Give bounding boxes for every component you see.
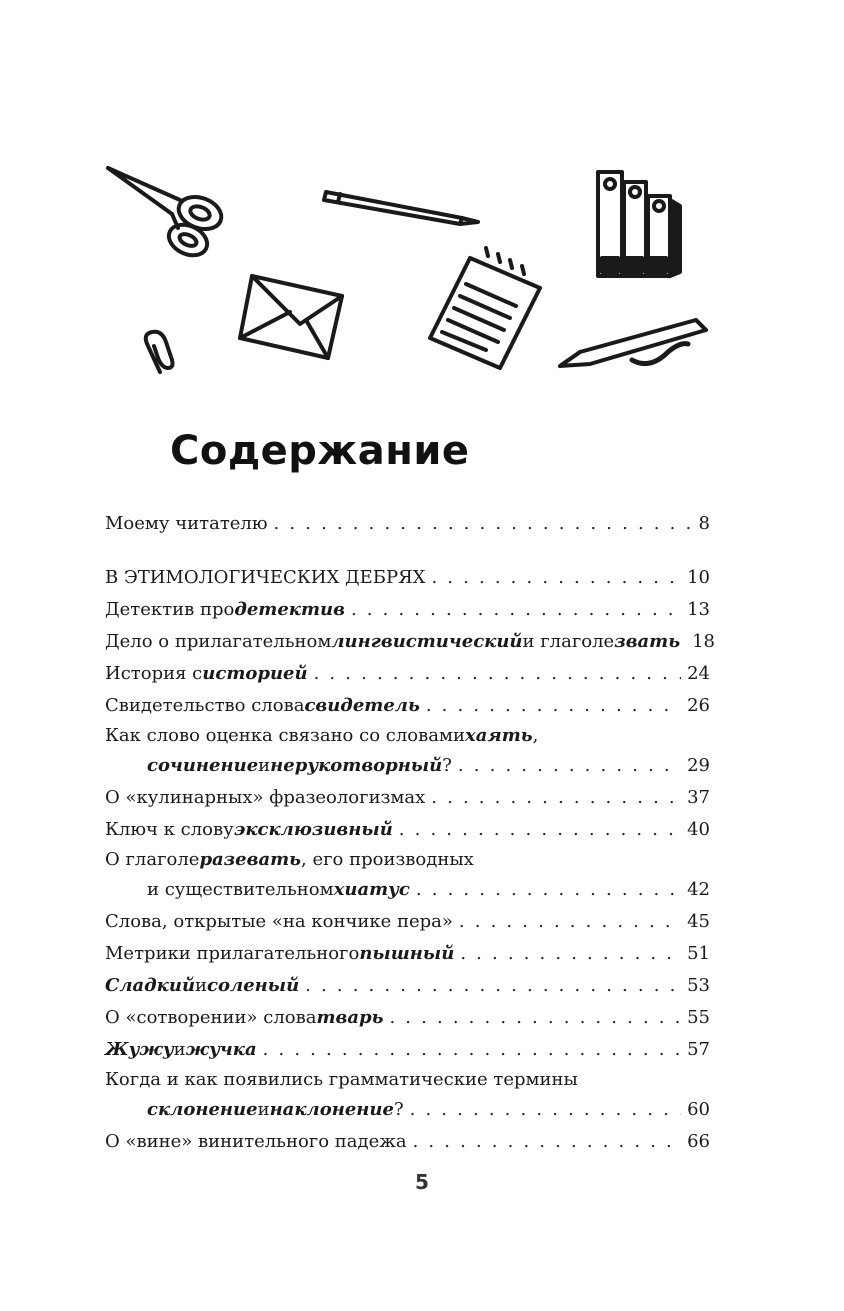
toc-term: лингвистический	[331, 631, 523, 652]
toc-page-number: 55	[687, 1007, 710, 1028]
toc-page-number: 29	[687, 755, 710, 776]
toc-text: Метрики прилагательного	[105, 943, 360, 964]
toc-line	[105, 938, 710, 970]
dot-leader	[351, 594, 681, 626]
toc-term: сочинение	[147, 755, 259, 776]
toc-text: Ключ к слову	[105, 819, 234, 840]
notepad-icon	[430, 248, 540, 368]
toc-line	[105, 750, 710, 782]
stationery-illustration	[0, 0, 844, 400]
toc-term: эксклюзивный	[233, 819, 393, 840]
toc-entry	[105, 938, 710, 970]
toc-text: ?	[442, 755, 452, 776]
toc-page-number: 66	[687, 1131, 710, 1152]
toc-term: свидетель	[304, 695, 420, 716]
toc-text: Как слово оценка связано со словами	[105, 725, 465, 746]
dot-leader	[413, 1126, 682, 1158]
toc-text: и	[257, 1099, 270, 1120]
toc-page-number: 60	[687, 1099, 710, 1120]
toc-line	[105, 658, 710, 690]
toc-entry	[105, 722, 710, 782]
toc-page-number: 51	[687, 943, 710, 964]
toc-text: и	[195, 975, 208, 996]
toc-page-number: 8	[698, 513, 710, 534]
dot-leader	[314, 658, 682, 690]
toc-line	[105, 1066, 710, 1094]
dot-leader	[431, 562, 681, 594]
toc-line	[105, 970, 710, 1002]
toc-text: О «вине» винительного падежа	[105, 1131, 407, 1152]
toc-entry	[105, 658, 710, 690]
dot-leader	[410, 1094, 681, 1126]
toc-entry	[105, 594, 710, 626]
toc-line	[105, 1002, 710, 1034]
toc-entry	[105, 626, 716, 658]
toc-term: соленый	[207, 975, 300, 996]
pencil-icon	[324, 192, 478, 224]
toc-text: Дело о прилагательном	[105, 631, 332, 652]
binders-icon	[598, 172, 680, 276]
toc-entry	[105, 970, 710, 1002]
toc-text: , его производных	[301, 849, 474, 870]
toc-line	[105, 782, 710, 814]
dot-leader	[416, 874, 681, 906]
toc-page-number: 13	[687, 599, 710, 620]
toc-text: В ЭТИМОЛОГИЧЕСКИХ ДЕБРЯХ	[105, 567, 426, 588]
paperclip-icon	[146, 332, 173, 372]
toc-line	[105, 508, 710, 540]
toc-entry	[105, 508, 710, 540]
toc-term: нерукотворный	[270, 755, 443, 776]
toc-text: Свидетельство слова	[105, 695, 305, 716]
toc-term: историей	[202, 663, 308, 684]
toc-term: пышный	[359, 943, 455, 964]
toc-text: Детектив про	[105, 599, 235, 620]
toc-line	[105, 846, 710, 874]
dot-leader	[305, 970, 681, 1002]
toc-page-number: 10	[687, 567, 710, 588]
page-number: 5	[415, 1170, 429, 1194]
pen-icon	[560, 320, 706, 366]
toc-line	[105, 626, 716, 658]
dot-leader	[459, 906, 681, 938]
dot-leader	[426, 690, 681, 722]
toc-entry	[105, 1066, 710, 1126]
dot-leader	[389, 1002, 681, 1034]
toc-entry	[105, 1002, 710, 1034]
toc-text: Моему читателю	[105, 513, 268, 534]
toc-text: ,	[532, 725, 539, 746]
toc-line	[105, 562, 710, 594]
toc-text: и	[173, 1039, 186, 1060]
toc-entry	[105, 846, 710, 906]
toc-page-number: 45	[687, 911, 710, 932]
toc-line	[105, 1094, 710, 1126]
toc-entry	[105, 690, 710, 722]
toc-term: хаять	[464, 725, 533, 746]
dot-leader	[431, 782, 681, 814]
toc-term: Сладкий	[105, 975, 196, 996]
toc-text: Когда и как появились грамматические термины	[105, 1069, 578, 1090]
toc-line	[105, 874, 710, 906]
envelope-icon	[240, 276, 342, 358]
dot-leader	[263, 1034, 681, 1066]
toc-line	[105, 594, 710, 626]
toc-term: склонение	[147, 1099, 258, 1120]
toc-line	[105, 690, 710, 722]
toc-page-number: 24	[687, 663, 710, 684]
toc-term: хиатус	[333, 879, 410, 900]
toc-term: тварь	[316, 1007, 384, 1028]
toc-page-number: 37	[687, 787, 710, 808]
toc-text: О «сотворении» слова	[105, 1007, 317, 1028]
toc-term: жучка	[185, 1039, 257, 1060]
toc-text: О «кулинарных» фразеологизмах	[105, 787, 426, 808]
toc-text: и глаголе	[522, 631, 615, 652]
toc-text: и	[258, 755, 271, 776]
toc-page-number: 42	[687, 879, 710, 900]
toc-text: и существительном	[147, 879, 334, 900]
toc-page-number: 53	[687, 975, 710, 996]
toc-line	[105, 1034, 710, 1066]
dot-leader	[274, 508, 693, 540]
toc-text: ?	[393, 1099, 404, 1120]
toc-entry	[105, 1126, 710, 1158]
dot-leader	[399, 814, 681, 846]
toc-entry	[105, 1034, 710, 1066]
toc-text: О глаголе	[105, 849, 200, 870]
toc-line	[105, 1126, 710, 1158]
toc-term: разевать	[199, 849, 302, 870]
dot-leader	[460, 938, 681, 970]
toc-term: Жужу	[105, 1039, 174, 1060]
page-title: Содержание	[170, 428, 470, 474]
toc-entry	[105, 562, 710, 594]
toc-text: История с	[105, 663, 203, 684]
toc-text: Слова, открытые «на кончике пера»	[105, 911, 453, 932]
table-of-contents	[105, 508, 716, 1158]
scissors-icon	[108, 168, 226, 261]
toc-term: звать	[614, 631, 681, 652]
toc-entry	[105, 906, 710, 938]
toc-page-number: 26	[687, 695, 710, 716]
toc-line	[105, 814, 710, 846]
toc-entry	[105, 782, 710, 814]
toc-entry	[105, 814, 710, 846]
toc-line	[105, 906, 710, 938]
toc-page-number: 18	[692, 631, 716, 652]
toc-page-number: 40	[687, 819, 710, 840]
toc-line	[105, 722, 710, 750]
toc-term: детектив	[234, 599, 345, 620]
dot-leader	[458, 750, 681, 782]
toc-term: наклонение	[269, 1099, 394, 1120]
toc-page-number: 57	[687, 1039, 710, 1060]
